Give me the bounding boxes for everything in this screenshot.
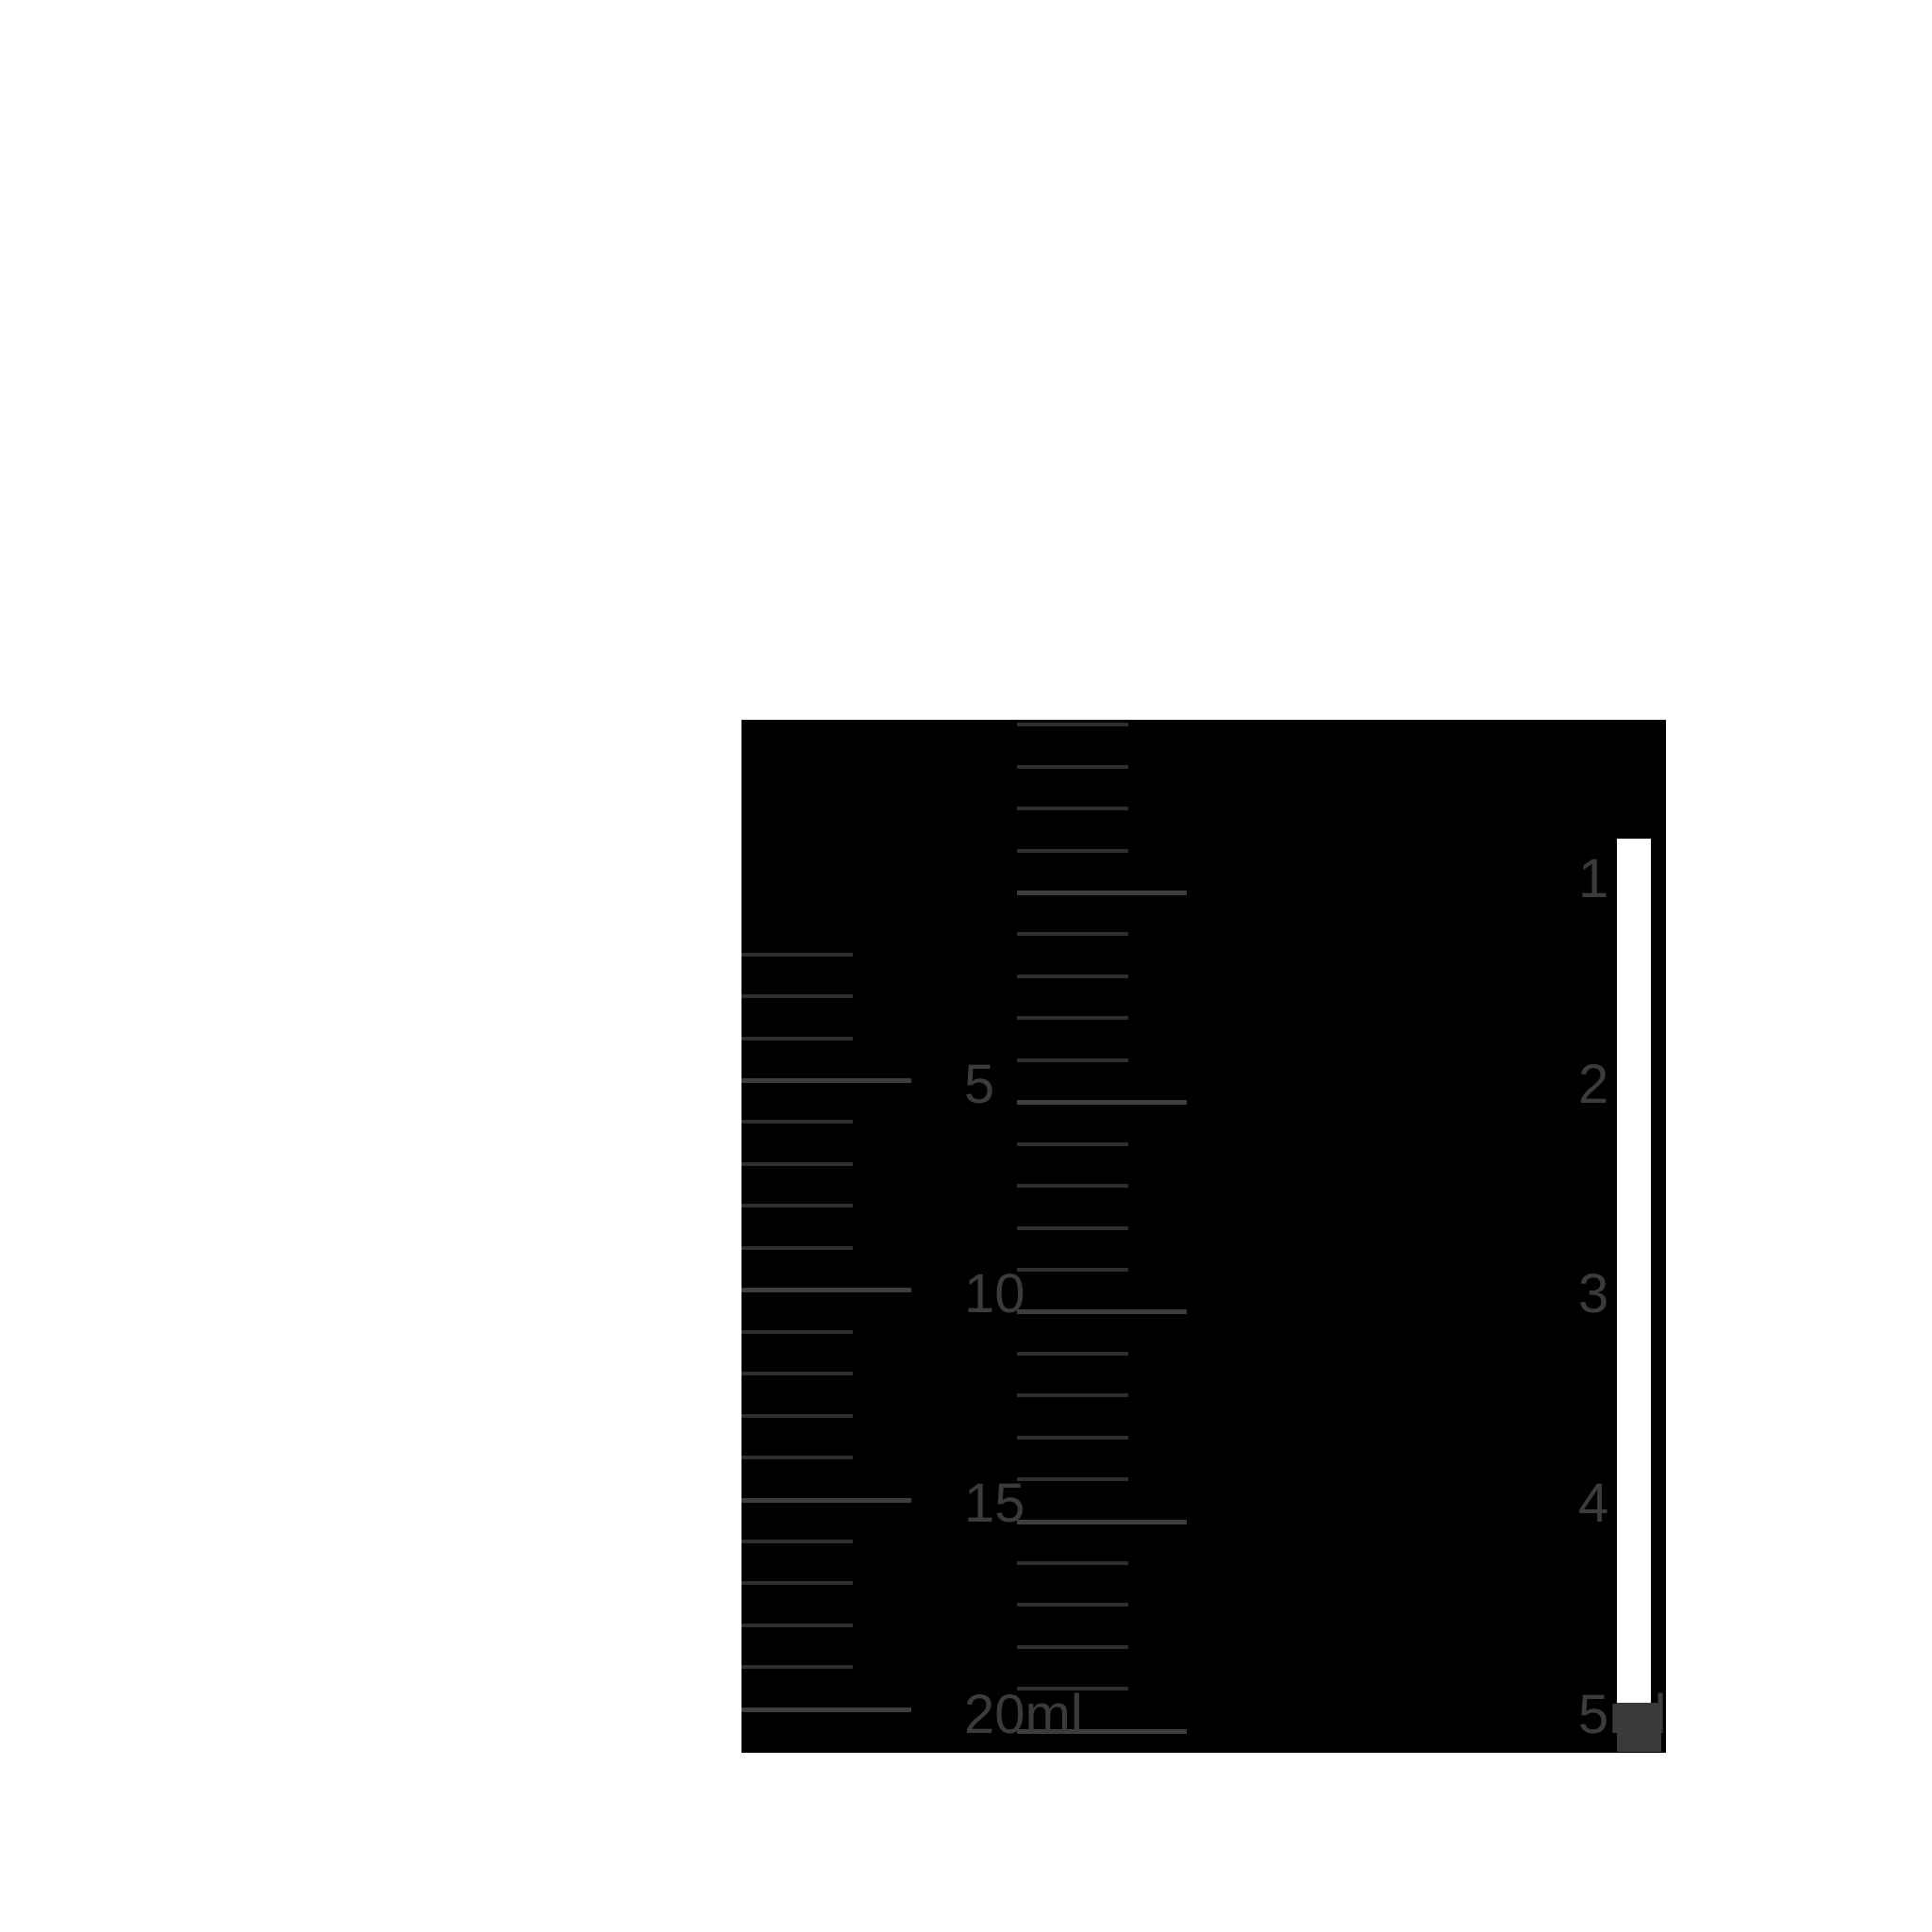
right-label-1: 1 <box>1578 848 1609 909</box>
right-tick-0_2 <box>1017 723 1128 726</box>
left-tick-10 <box>741 1288 911 1292</box>
right-tick-4_6 <box>1017 1645 1128 1649</box>
left-tick-4 <box>741 1037 853 1041</box>
right-label-4: 4 <box>1578 1473 1609 1534</box>
left-tick-2 <box>741 953 853 957</box>
left-tick-8 <box>741 1204 853 1208</box>
left-tick-13 <box>741 1414 853 1418</box>
right-tick-3_2 <box>1017 1352 1128 1356</box>
right-tick-0_4 <box>1017 765 1128 769</box>
right-tick-3_4 <box>1017 1393 1128 1397</box>
left-label-20ml: 20ml <box>964 1684 1083 1745</box>
left-tick-11 <box>741 1330 853 1334</box>
right-label-3: 3 <box>1578 1263 1609 1324</box>
left-label-10: 10 <box>964 1263 1025 1324</box>
left-tick-15 <box>741 1498 911 1503</box>
right-tick-3_6 <box>1017 1436 1128 1440</box>
right-tick-2_6 <box>1017 1226 1128 1230</box>
right-tick-1_8 <box>1017 1058 1128 1062</box>
right-tick-2_2 <box>1017 1142 1128 1146</box>
right-tick-1_4 <box>1017 974 1128 978</box>
right-tick-1 <box>1017 891 1187 895</box>
left-tick-9 <box>741 1246 853 1250</box>
right-tick-3_8 <box>1017 1477 1128 1481</box>
left-label-15: 15 <box>964 1473 1025 1534</box>
right-tick-0_8 <box>1017 849 1128 853</box>
left-tick-16 <box>741 1540 853 1543</box>
right-tick-0_6 <box>1017 807 1128 810</box>
left-tick-20 <box>741 1707 911 1712</box>
right-tick-4 <box>1017 1520 1187 1524</box>
left-tick-18 <box>741 1624 853 1627</box>
measuring-panel <box>741 720 1666 1753</box>
right-tick-2 <box>1017 1100 1187 1105</box>
right-tick-2_8 <box>1017 1268 1128 1272</box>
left-tick-7 <box>741 1162 853 1166</box>
right-label-2: 2 <box>1578 1054 1609 1115</box>
right-tick-1_2 <box>1017 932 1128 936</box>
left-tick-12 <box>741 1372 853 1375</box>
right-tick-4_2 <box>1017 1561 1128 1565</box>
right-tick-4_4 <box>1017 1603 1128 1607</box>
right-tick-3 <box>1017 1309 1187 1314</box>
left-tick-19 <box>741 1665 853 1669</box>
right-tick-2_4 <box>1017 1184 1128 1188</box>
left-tick-14 <box>741 1456 853 1459</box>
right-tick-1_6 <box>1017 1016 1128 1020</box>
left-tick-5 <box>741 1078 911 1083</box>
right-label-5ml: 5ml <box>1578 1684 1667 1745</box>
left-tick-3 <box>741 994 853 998</box>
left-label-5: 5 <box>964 1054 995 1115</box>
left-tick-6 <box>741 1120 853 1124</box>
liquid-window-strip <box>1617 839 1651 1703</box>
left-tick-17 <box>741 1581 853 1585</box>
